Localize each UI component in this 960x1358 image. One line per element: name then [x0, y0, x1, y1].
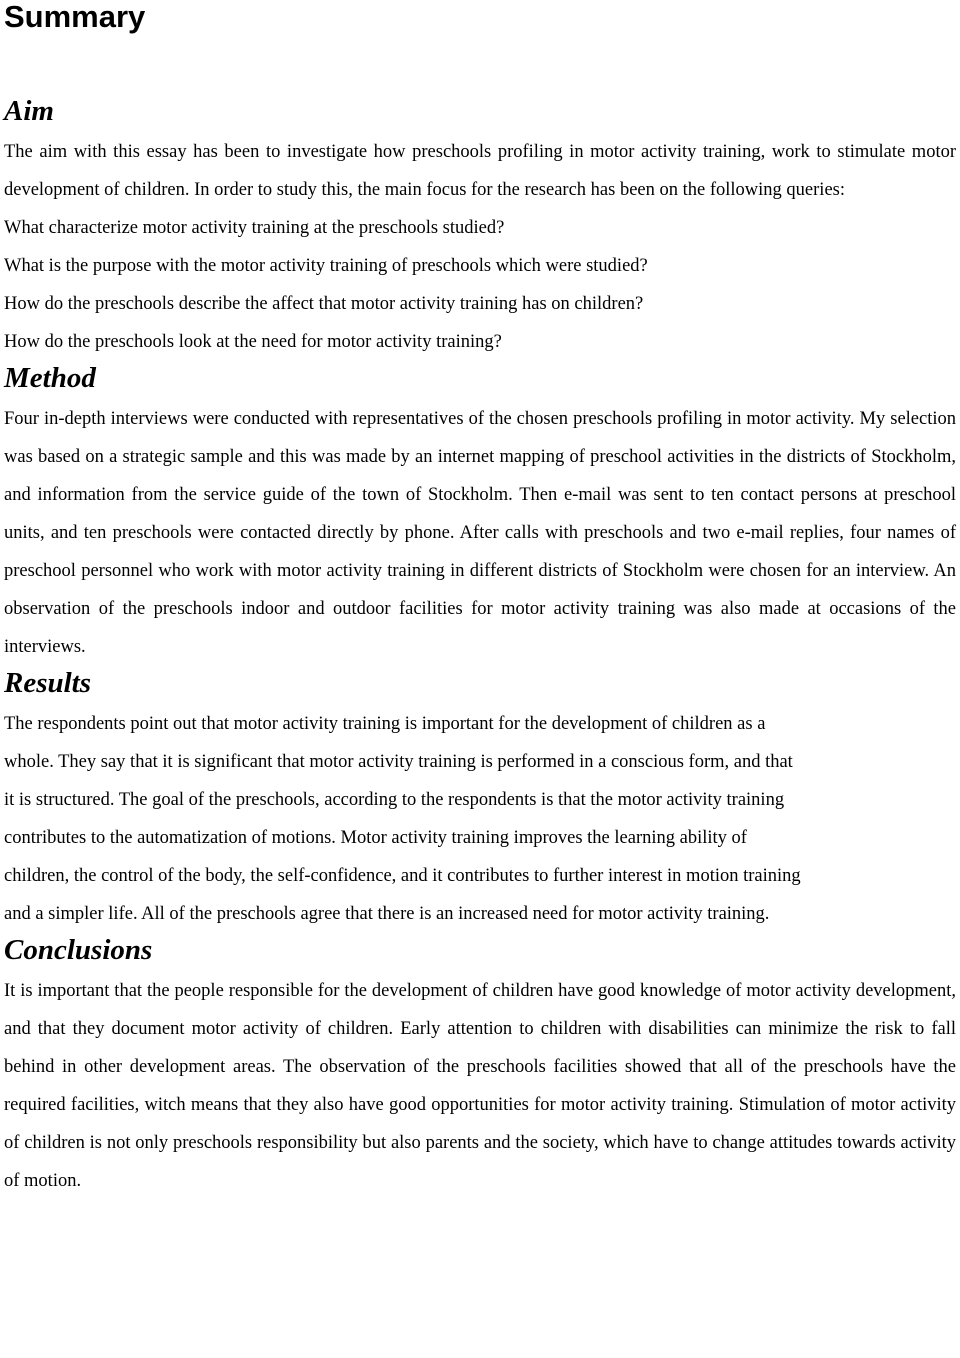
aim-question-1: What characterize motor activity training at the preschools studied? — [4, 218, 505, 238]
results-paragraph — [4, 705, 956, 933]
aim-question-4: How do the preschools look at the need for motor activity training? — [4, 332, 502, 352]
conclusions-heading: Conclusions — [4, 934, 153, 966]
results-line-1: The respondents point out that motor activity training is important for the development of children as a — [4, 714, 766, 734]
aim-questions-list — [4, 209, 956, 361]
results-line-4: contributes to the automatization of motions. Motor activity training improves the learning ability of — [4, 828, 747, 848]
document-page — [4, 0, 956, 1200]
method-heading: Method — [4, 362, 96, 394]
results-line-6: and a simpler life. All of the preschools agree that there is an increased need for motor activity training. — [4, 904, 770, 924]
aim-heading: Aim — [4, 95, 54, 127]
page-title: Summary — [4, 0, 146, 34]
conclusions-paragraph: It is important that the people responsible for the development of children have good knowledge of motor activity development, and that they document motor activity of children. Early attention to children with disabilities can minimize the risk to fall behind in other development areas. The observation of the preschools facilities showed that all of the preschools have the required facilities, witch means that they also have good opportunities for motor activity training. Stimulation of motor activity of children is not only preschools responsibility but also parents and the society, which have to change attitudes towards activity of motion. — [4, 981, 956, 1191]
results-line-2: whole. They say that it is significant that motor activity training is performed in a conscious form, and that — [4, 752, 793, 772]
aim-intro-paragraph: The aim with this essay has been to investigate how preschools profiling in motor activity training, work to stimulate motor development of children. In order to study this, the main focus for the research has been on the following queries: — [4, 142, 956, 200]
results-heading: Results — [4, 667, 92, 699]
method-paragraph: Four in-depth interviews were conducted with representatives of the chosen preschools profiling in motor activity. My selection was based on a strategic sample and this was made by an internet mapping of preschool activities in the districts of Stockholm, and information from the service guide of the town of Stockholm. Then e-mail was sent to ten contact persons at preschool units, and ten preschools were contacted directly by phone. After calls with preschools and two e-mail replies, four names of preschool personnel who work with motor activity training in different districts of Stockholm were chosen for an interview. An observation of the preschools indoor and outdoor facilities for motor activity training was also made at occasions of the interviews. — [4, 409, 956, 657]
aim-question-3: How do the preschools describe the affect that motor activity training has on children? — [4, 294, 644, 314]
results-line-5: children, the control of the body, the self-confidence, and it contributes to further interest in motion training — [4, 866, 801, 886]
results-line-3: it is structured. The goal of the preschools, according to the respondents is that the motor activity training — [4, 790, 785, 810]
aim-question-2: What is the purpose with the motor activity training of preschools which were studied? — [4, 256, 648, 276]
